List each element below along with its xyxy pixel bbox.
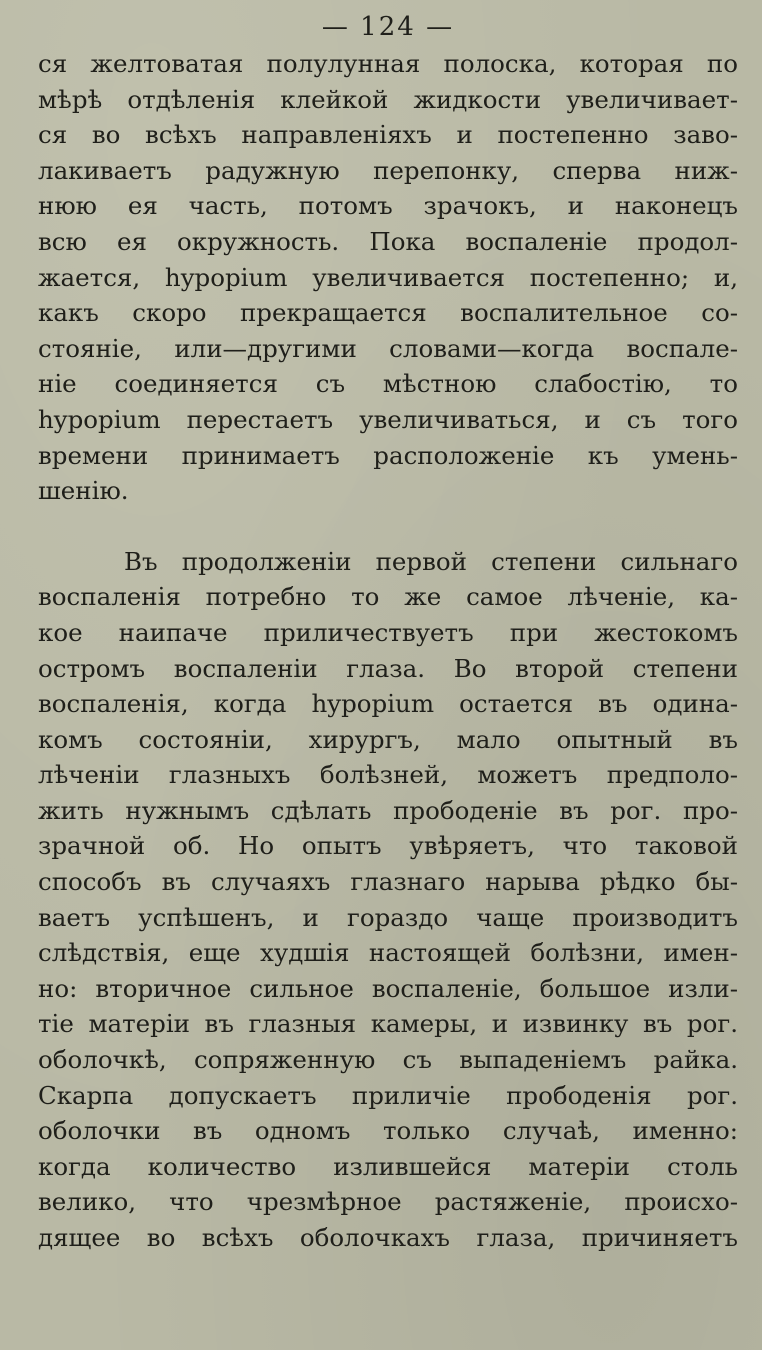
text-line: воспаленія, когда hypopium остается въ одина- [38, 689, 738, 719]
page-number: — 124 — [321, 12, 455, 42]
text-line: Скарпа допускаетъ приличіе прободенія рог. [38, 1080, 738, 1110]
text-line: какъ скоро прекращается воспалительное со- [38, 298, 738, 328]
text-line: ваетъ успѣшенъ, и гораздо чаще производитъ [38, 902, 738, 932]
text-line: ся во всѣхъ направленіяхъ и постепенно заво- [38, 120, 738, 150]
text-line: велико, что чрезмѣрное растяженіе, происхо- [38, 1187, 738, 1217]
text-line: тіе матеріи въ глазныя камеры, и извинку въ рог. [38, 1009, 738, 1039]
text-line: hypopium перестаетъ увеличиваться, и съ того [38, 404, 738, 434]
text-line: стояніе, или—другими словами—когда воспале- [38, 333, 738, 363]
text-line: жается, hypopium увеличивается постепенно; и, [38, 262, 738, 292]
text-line: ніе соединяется съ мѣстною слабостію, то [38, 369, 738, 399]
text-line: нюю ея часть, потомъ зрачокъ, и наконецъ [38, 191, 738, 221]
text-line: времени принимаетъ расположеніе къ умень- [38, 440, 738, 470]
paragraph-2 [38, 544, 738, 1256]
text-line: остромъ воспаленіи глаза. Во второй степени [38, 653, 738, 683]
text-line: кое наипаче приличествуетъ при жестокомъ [38, 617, 738, 647]
text-line: всю ея окружность. Пока воспаленіе продол- [38, 226, 738, 256]
text-line: но: вторичное сильное воспаленіе, большое изли- [38, 973, 738, 1003]
text-line: мѣрѣ отдѣленія клейкой жидкости увеличивает- [38, 84, 738, 114]
paragraph-1 [38, 46, 738, 509]
text-line: оболочкѣ, сопряженную съ выпаденіемъ райка. [38, 1045, 738, 1075]
text-line: лакиваетъ радужную перепонку, сперва ниж- [38, 155, 738, 185]
text-line: дящее во всѣхъ оболочкахъ глаза, причиняетъ [38, 1223, 738, 1252]
text-line: когда количество излившейся матеріи столь [38, 1151, 738, 1181]
text-line: Въ продолженіи первой степени сильнаго [124, 546, 738, 576]
text-line: лѣченіи глазныхъ болѣзней, можетъ предполо- [38, 760, 738, 790]
text-line: ся желтоватая полулунная полоска, которая по [38, 49, 738, 78]
text-line: зрачной об. Но опытъ увѣряетъ, что таковой [38, 831, 738, 861]
text-line: способъ въ случаяхъ глазнаго нарыва рѣдко бы- [38, 867, 738, 897]
text-line: жить нужнымъ сдѣлать прободеніе въ рог. про- [38, 795, 738, 825]
text-line: шенію. [38, 476, 129, 506]
text-line: комъ состояніи, хирургъ, мало опытный въ [38, 724, 738, 754]
paragraph-gap [38, 509, 738, 544]
text-line: оболочки въ одномъ только случаѣ, именно: [38, 1116, 738, 1146]
text-line: слѣдствія, еще худшія настоящей болѣзни, имен- [38, 938, 738, 968]
text-line: воспаленія потребно то же самое лѣченіе, ка- [38, 582, 738, 612]
